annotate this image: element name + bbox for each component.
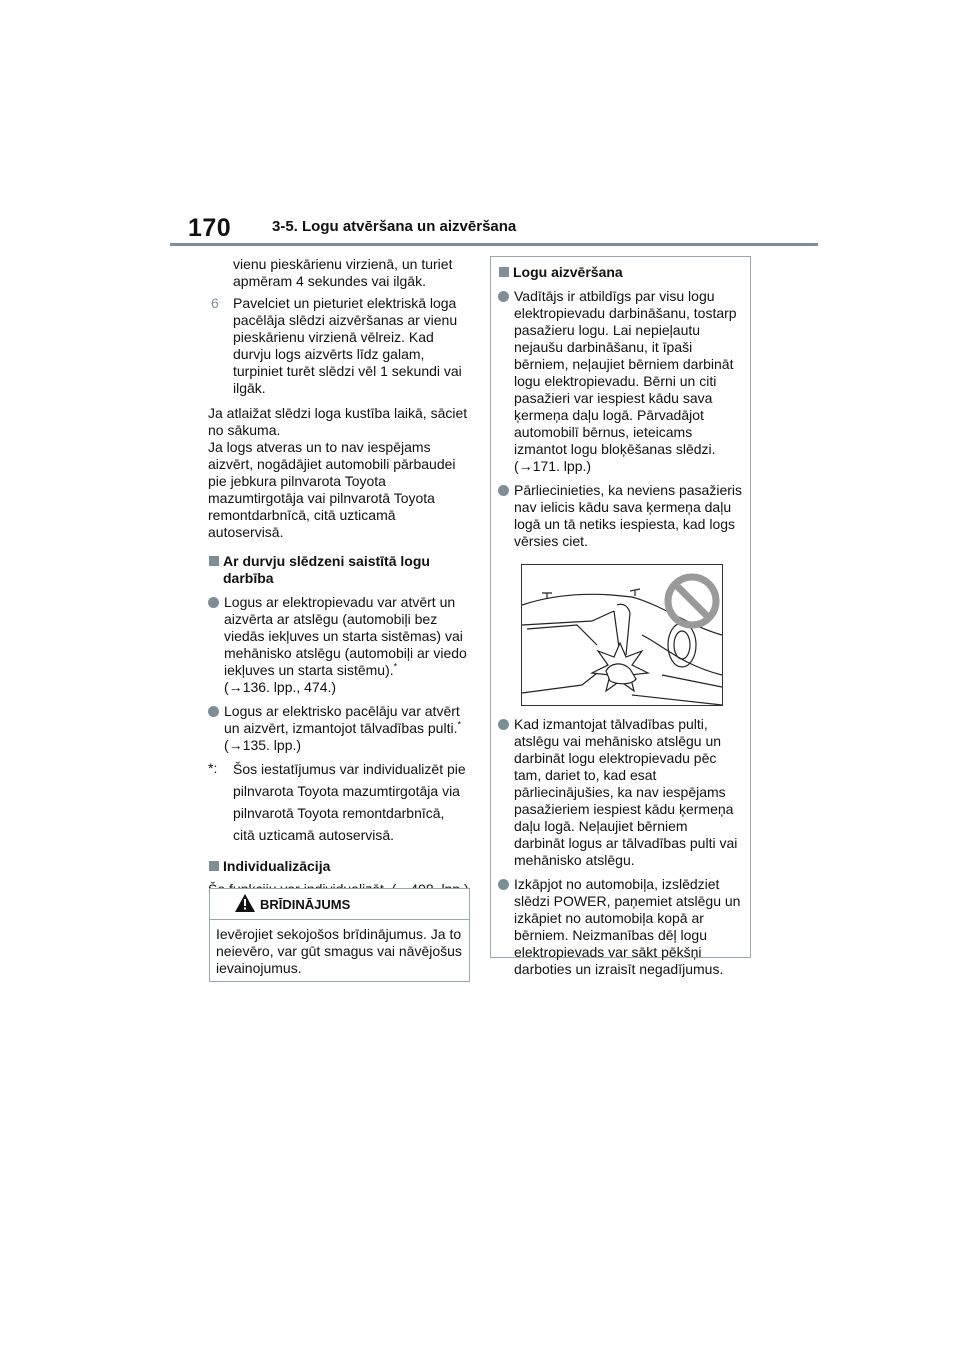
square-bullet-icon [209, 861, 219, 871]
car-interior-image [522, 565, 722, 705]
subheading: Ar durvju slēdzeni saistītā logu darbība [208, 553, 470, 587]
footnote-mark: *: [208, 760, 218, 776]
square-bullet-icon [209, 556, 219, 566]
circle-bullet-icon [498, 719, 509, 730]
footnote [208, 758, 470, 846]
continued-step-text: vienu pieskārienu virzienā, un turiet apmēram 4 sekundes vai ilgāk. [233, 256, 453, 289]
subheading: Individualizācija [208, 858, 470, 875]
warning-triangle-icon [235, 894, 255, 912]
list-item: Vadītājs ir atbildīgs par visu logu elektropievadu darbināšanu, tostarp pasažieru logu. Lai nepieļautu nejaušu darbināšanu, it īpaši bērniem, neļaujiet bērniem darbināt logu elektropievadu. Bērni un citi pasažieri var iespiest kādu sava ķermeņa daļu logā. Pārvadājot automobilī bērnus, ieteicams izmantot logu bloķēšanas slēdzi. (→171. lpp.) [498, 288, 742, 475]
window-pinch-illustration [521, 564, 723, 706]
right-column-box [490, 256, 751, 977]
left-column [208, 256, 470, 898]
page-header [0, 0, 960, 250]
footnote-marker: * [393, 661, 398, 672]
warning-box [209, 888, 470, 982]
square-bullet-icon [499, 267, 509, 277]
page-number: 170 [188, 214, 232, 242]
section-title: 3-5. Logu atvēršana un aizvēršana [272, 218, 517, 235]
page-reference: (→136. lpp., 474.) [224, 679, 337, 695]
circle-bullet-icon [498, 879, 509, 890]
warning-title: BRĪDINĀJUMS [260, 897, 351, 912]
header-divider [170, 243, 818, 246]
footnote-marker: * [457, 719, 461, 730]
warning-text: Ievērojiet sekojošos brīdinājumus. Ja to neievēro, var gūt smagus vai nāvējošus ievainojumus. [216, 926, 462, 976]
step-text: Pavelciet un pieturiet elektriskā loga pacēlāja slēdzi aizvēršanas ar vienu pieskārienu virzienā vēlreiz. Kad durvju logs aizvērts līdz galam, turpiniet turēt slēdzi vēl 1 sekundi vai ilgāk. [233, 295, 462, 396]
list-item: Logus ar elektrisko pacēlāju var atvērt un aizvērt, izmantojot tālvadības pulti.* (→135. lpp.) [208, 703, 470, 754]
list-item: Pārliecinieties, ka neviens pasažieris nav ielicis kādu sava ķermeņa daļu logā un tā netiks iespiesta, kad logs vērsies ciet. [498, 482, 742, 550]
paragraph: Ja atlaižat slēdzi loga kustība laikā, sāciet no sākuma. [208, 405, 468, 438]
circle-bullet-icon [208, 706, 219, 717]
step-number: 6 [211, 295, 219, 311]
list-item: Logus ar elektropievadu var atvērt un aizvērta ar atslēgu (automobiļi bez viedās iekļuves un starta sistēmas) vai mehānisko atslēgu (automobiļi ar viedo iekļuves un starta sistēmu).* (→136. lpp., 474.) [208, 594, 470, 696]
footnote-text: Šos iestatījumus var individualizēt pie pilnvarota Toyota mazumtirgotāja via pilnvarotā Toyota remontdarbnīcā, citā uzticamā autoservisā. [233, 761, 466, 843]
circle-bullet-icon [208, 597, 219, 608]
step-6 [208, 295, 470, 397]
page-reference: (→135. lpp.) [224, 737, 302, 753]
list-item: Izkāpjot no automobiļa, izslēdziet slēdzi POWER, paņemiet atslēgu un izkāpiet no automobiļa kopā ar bērniem. Neizmanības dēļ logu elektropievads var sākt pēkšņi darboties un izraisīt negadījumus. [498, 876, 742, 978]
subheading: Logu aizvēršana [498, 264, 742, 281]
circle-bullet-icon [498, 485, 509, 496]
warning-header [210, 889, 469, 920]
circle-bullet-icon [498, 291, 509, 302]
paragraph: Ja logs atveras un to nav iespējams aizvērt, nogādājiet automobili pārbaudei pie jebkura pilnvarota Toyota mazumtirgotāja vai pilnvarotā Toyota remontdarbnīcā, citā uzticamā autoservisā. [208, 439, 456, 540]
list-item: Kad izmantojat tālvadības pulti, atslēgu vai mehānisko atslēgu un darbināt logu elektropievadu pēc tam, dariet to, kad esat pārliecinājušies, ka nav iespējams pasažieriem iespiest kādu ķermeņa daļu logā. Neļaujiet bērniem darbināt logus ar tālvadības pulti vai mehānisko atslēgu. [498, 716, 742, 869]
